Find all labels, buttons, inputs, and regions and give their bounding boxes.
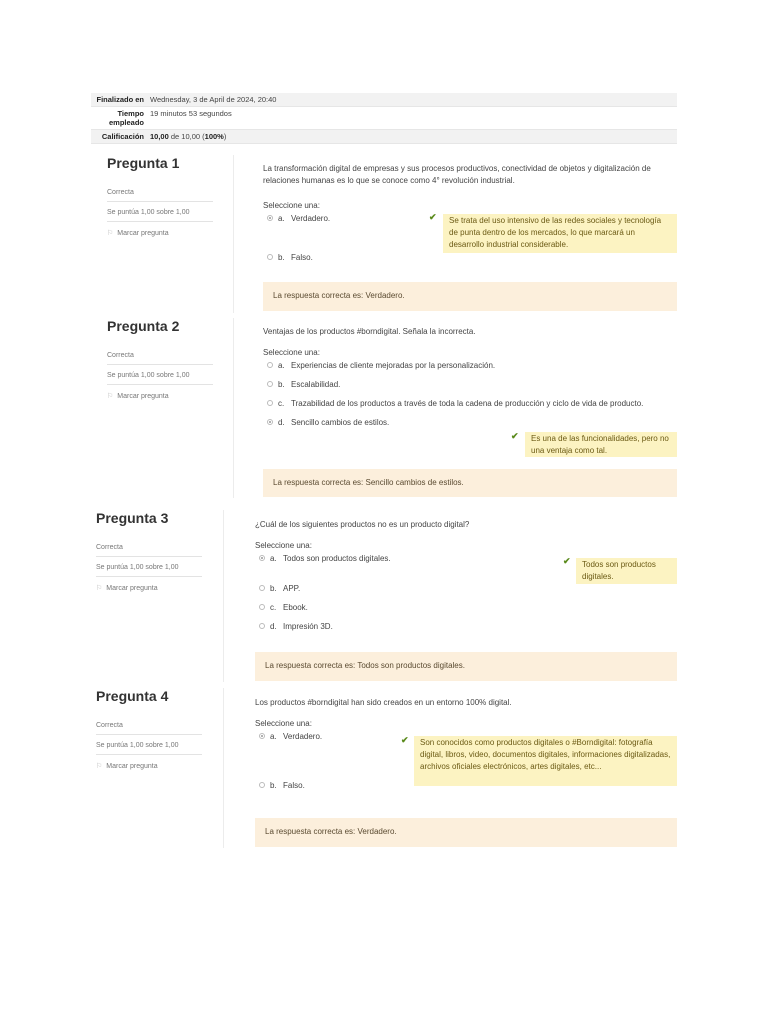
- question-4: [96, 688, 677, 848]
- correct-check-icon: ✔: [563, 556, 571, 566]
- question-points: Se puntúa 1,00 sobre 1,00: [107, 370, 213, 385]
- grade-of: de 10,00 (: [170, 132, 205, 141]
- radio-b[interactable]: [259, 782, 265, 788]
- question-3: [96, 510, 677, 682]
- radio-b[interactable]: [259, 585, 265, 591]
- option-feedback: Todos son productos digitales.: [576, 558, 677, 584]
- finished-value: Wednesday, 3 de April de 2024, 20:40: [147, 93, 677, 107]
- question-status: Correcta: [96, 720, 202, 735]
- option-a[interactable]: [263, 360, 677, 372]
- divider: [233, 318, 234, 498]
- question-2: [107, 318, 677, 498]
- radio-d[interactable]: [259, 623, 265, 629]
- flag-icon: ⚐: [107, 230, 114, 237]
- option-text: Trazabilidad de los productos a través de toda la cadena de producción y ciclo de vida de producto.: [291, 399, 644, 408]
- flag-label: Marcar pregunta: [117, 230, 169, 237]
- correct-check-icon: ✔: [401, 735, 409, 745]
- time-label: Tiempo empleado: [91, 107, 147, 130]
- option-letter: b.: [270, 584, 277, 593]
- option-letter: b.: [270, 781, 277, 790]
- option-letter: c.: [278, 399, 285, 408]
- question-status: Correcta: [107, 187, 213, 202]
- option-text: Ebook.: [283, 603, 308, 612]
- option-letter: a.: [278, 361, 285, 370]
- question-text: La transformación digital de empresas y sus procesos productivos, conectividad de objetos y digitalización de relaciones humanas es lo que se conoce como 4° revolución industrial.: [263, 164, 651, 185]
- option-text: APP.: [283, 584, 301, 593]
- divider: [233, 155, 234, 313]
- question-1: [107, 155, 677, 313]
- select-one-label: Seleccione una:: [263, 201, 320, 210]
- divider: [223, 510, 224, 682]
- correct-answer: La respuesta correcta es: Verdadero.: [263, 282, 677, 311]
- option-c[interactable]: [263, 398, 677, 410]
- question-points: Se puntúa 1,00 sobre 1,00: [107, 207, 213, 222]
- option-letter: c.: [270, 603, 277, 612]
- flag-icon: ⚐: [96, 763, 103, 770]
- select-one-label: Seleccione una:: [255, 541, 312, 550]
- option-b[interactable]: [263, 379, 677, 391]
- option-letter: a.: [270, 732, 277, 741]
- question-status: Correcta: [107, 350, 213, 365]
- grade-label: Calificación: [91, 130, 147, 144]
- option-text: Sencillo cambios de estilos.: [291, 418, 390, 427]
- flag-question-button[interactable]: [96, 582, 202, 594]
- question-info: [96, 688, 202, 772]
- flag-icon: ⚐: [107, 393, 114, 400]
- flag-icon: ⚐: [96, 585, 103, 592]
- time-value: 19 minutos 53 segundos: [147, 107, 677, 130]
- question-points: Se puntúa 1,00 sobre 1,00: [96, 740, 202, 755]
- finished-label: Finalizado en: [91, 93, 147, 107]
- option-d[interactable]: [255, 621, 677, 633]
- option-feedback: Se trata del uso intensivo de las redes sociales y tecnología de punta dentro de los mercados, lo que marcará un desarrollo industrial considerable.: [443, 214, 677, 253]
- option-d[interactable]: [263, 417, 677, 429]
- correct-answer: La respuesta correcta es: Verdadero.: [255, 818, 677, 847]
- flag-question-button[interactable]: [107, 390, 213, 402]
- option-text: Falso.: [291, 253, 313, 262]
- question-title: Pregunta 3: [96, 510, 169, 526]
- flag-label: Marcar pregunta: [106, 585, 158, 592]
- option-b[interactable]: [263, 252, 677, 264]
- option-letter: d.: [270, 622, 277, 631]
- option-feedback: Son conocidos como productos digitales o #Borndigital: fotografía digital, libros, video, documentos digitales, informaciones digitalizadas, archivos oficiales electrónicos, artes digitales, etc...: [414, 736, 677, 786]
- question-status: Correcta: [96, 542, 202, 557]
- radio-a[interactable]: [267, 215, 273, 221]
- question-text: ¿Cuál de los siguientes productos no es un producto digital?: [255, 520, 470, 529]
- summary-row-time: [91, 107, 677, 130]
- option-text: Experiencias de cliente mejoradas por la personalización.: [291, 361, 496, 370]
- option-letter: b.: [278, 253, 285, 262]
- select-one-label: Seleccione una:: [263, 348, 320, 357]
- option-text: Todos son productos digitales.: [283, 554, 391, 563]
- option-letter: d.: [278, 418, 285, 427]
- question-info: [107, 155, 213, 239]
- correct-check-icon: ✔: [511, 431, 519, 441]
- option-b[interactable]: [255, 583, 677, 595]
- option-text: Falso.: [283, 781, 305, 790]
- radio-b[interactable]: [267, 381, 273, 387]
- radio-c[interactable]: [267, 400, 273, 406]
- option-c[interactable]: [255, 602, 677, 614]
- correct-check-icon: ✔: [429, 212, 437, 222]
- grade-value: [147, 130, 677, 144]
- select-one-label: Seleccione una:: [255, 719, 312, 728]
- grade-close: ): [223, 132, 227, 141]
- correct-answer: La respuesta correcta es: Todos son productos digitales.: [255, 652, 677, 681]
- flag-label: Marcar pregunta: [117, 393, 169, 400]
- divider: [223, 688, 224, 848]
- question-text: Los productos #borndigital han sido creados en un entorno 100% digital.: [255, 698, 512, 707]
- summary-row-grade: [91, 130, 677, 144]
- option-letter: a.: [278, 214, 285, 223]
- question-content: [263, 318, 677, 436]
- flag-question-button[interactable]: [107, 227, 213, 239]
- radio-a[interactable]: [259, 733, 265, 739]
- question-title: Pregunta 1: [107, 155, 180, 171]
- option-text: Impresión 3D.: [283, 622, 333, 631]
- option-letter: a.: [270, 554, 277, 563]
- radio-a[interactable]: [267, 362, 273, 368]
- question-info: [107, 318, 213, 402]
- radio-d[interactable]: [267, 419, 273, 425]
- question-title: Pregunta 4: [96, 688, 169, 704]
- summary-row-finished: [91, 93, 677, 107]
- radio-a[interactable]: [259, 555, 265, 561]
- option-text: Verdadero.: [291, 214, 331, 223]
- grade-percent: 100%: [204, 132, 224, 141]
- radio-b[interactable]: [267, 254, 273, 260]
- question-content: [263, 155, 677, 271]
- question-text: Ventajas de los productos #borndigital. Señala la incorrecta.: [263, 327, 476, 336]
- question-info: [96, 510, 202, 594]
- option-text: Verdadero.: [283, 732, 323, 741]
- grade-score: 10,00: [150, 132, 169, 141]
- question-title: Pregunta 2: [107, 318, 180, 334]
- option-text: Escalabilidad.: [291, 380, 341, 389]
- radio-c[interactable]: [259, 604, 265, 610]
- option-letter: b.: [278, 380, 285, 389]
- correct-answer: La respuesta correcta es: Sencillo cambios de estilos.: [263, 469, 677, 497]
- attempt-summary: [91, 93, 677, 144]
- option-feedback: Es una de las funcionalidades, pero no una ventaja como tal.: [525, 432, 677, 457]
- flag-question-button[interactable]: [96, 760, 202, 772]
- flag-label: Marcar pregunta: [106, 763, 158, 770]
- question-points: Se puntúa 1,00 sobre 1,00: [96, 562, 202, 577]
